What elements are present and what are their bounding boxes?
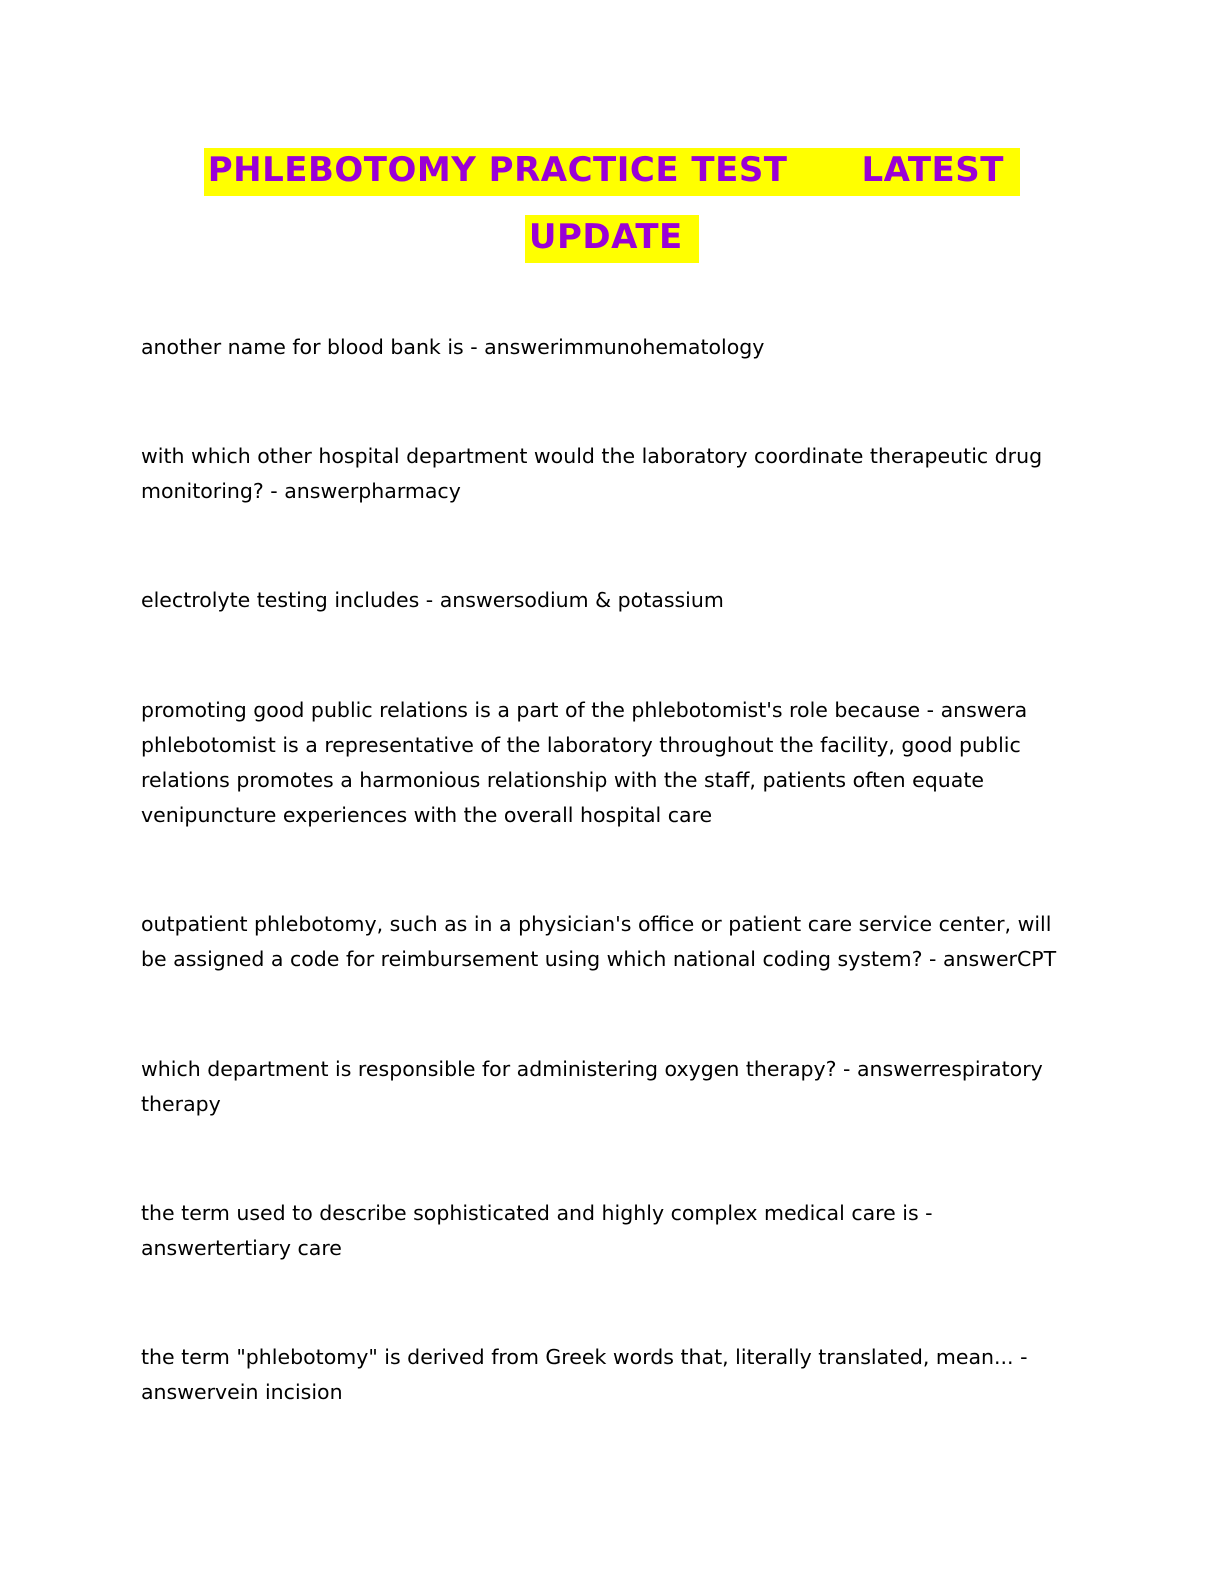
qa-line: venipuncture experiences with the overall hospital care xyxy=(141,803,713,827)
qa-line: which department is responsible for administering oxygen therapy? - answerrespiratory xyxy=(141,1057,1043,1081)
qa-line: be assigned a code for reimbursement using which national coding system? - answerCPT xyxy=(141,947,1057,971)
title-line-2: UPDATE xyxy=(525,215,699,263)
qa-line: electrolyte testing includes - answersodium & potassium xyxy=(141,588,724,612)
qa-entry xyxy=(141,583,724,618)
qa-line: the term "phlebotomy" is derived from Greek words that, literally translated, mean... - xyxy=(141,1345,1028,1369)
qa-entry xyxy=(141,439,1042,509)
qa-entry xyxy=(141,1196,933,1266)
qa-entry xyxy=(141,693,1027,833)
qa-line: another name for blood bank is - answerimmunohematology xyxy=(141,335,765,359)
qa-line: relations promotes a harmonious relationship with the staff, patients often equate xyxy=(141,768,984,792)
qa-line: promoting good public relations is a part of the phlebotomist's role because - answera xyxy=(141,698,1028,722)
qa-line: with which other hospital department would the laboratory coordinate therapeutic drug xyxy=(141,444,1043,468)
title-line-1: PHLEBOTOMY PRACTICE TEST LATEST xyxy=(204,148,1021,196)
qa-line: therapy xyxy=(141,1092,221,1116)
qa-entry xyxy=(141,907,1056,977)
qa-line: monitoring? - answerpharmacy xyxy=(141,479,461,503)
qa-line: outpatient phlebotomy, such as in a physician's office or patient care service center, will xyxy=(141,912,1052,936)
qa-entry xyxy=(141,330,764,365)
document-title xyxy=(140,138,1084,272)
qa-line: phlebotomist is a representative of the laboratory throughout the facility, good public xyxy=(141,733,1021,757)
qa-line: the term used to describe sophisticated and highly complex medical care is - xyxy=(141,1201,933,1225)
qa-entry xyxy=(141,1340,1027,1410)
qa-line: answervein incision xyxy=(141,1380,343,1404)
qa-entry xyxy=(141,1052,1043,1122)
qa-line: answertertiary care xyxy=(141,1236,342,1260)
